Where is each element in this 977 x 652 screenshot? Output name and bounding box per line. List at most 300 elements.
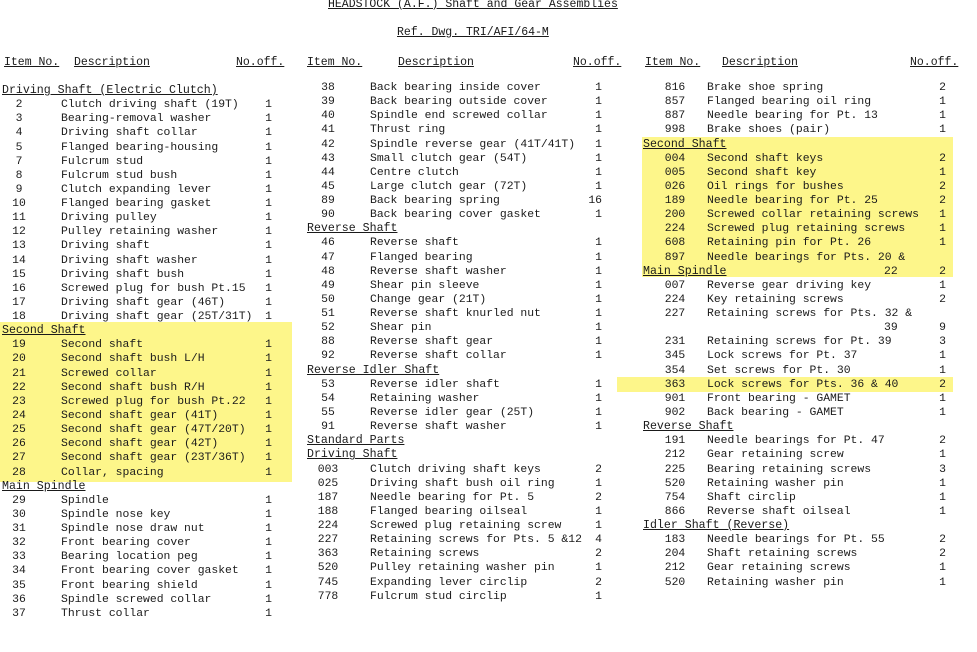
parts-row xyxy=(0,293,977,307)
item-number: 52 xyxy=(321,322,335,335)
item-number: 23 xyxy=(12,395,26,408)
item-number: 18 xyxy=(12,311,26,324)
item-description: Shaft retaining screws xyxy=(707,548,858,561)
parts-row xyxy=(0,123,977,137)
col3-header-qty: No.off. xyxy=(910,56,959,69)
item-description: Needle bearings for Pt. 55 xyxy=(707,534,885,547)
item-description: Back bearing - GAMET xyxy=(707,406,844,419)
item-quantity: 1 xyxy=(595,110,602,123)
item-description: Second shaft xyxy=(61,339,144,352)
item-number: 12 xyxy=(12,226,26,239)
item-quantity: 16 xyxy=(588,195,602,208)
item-description: Gear retaining screws xyxy=(707,562,851,575)
item-number: 24 xyxy=(12,409,26,422)
item-description: Shear pin sleeve xyxy=(370,279,480,292)
item-quantity: 1 xyxy=(595,251,602,264)
parts-row xyxy=(0,607,977,621)
item-number: 54 xyxy=(321,392,335,405)
item-number: 16 xyxy=(12,282,26,295)
item-quantity: 1 xyxy=(265,593,272,606)
item-number: 901 xyxy=(664,392,686,405)
item-description: Driving shaft gear (46T) xyxy=(61,296,226,309)
item-description: Reverse shaft oilseal xyxy=(707,505,851,518)
item-quantity: 1 xyxy=(595,350,602,363)
item-number: 10 xyxy=(12,198,26,211)
item-quantity: 1 xyxy=(595,293,602,306)
item-number: 212 xyxy=(664,449,686,462)
section-heading: Reverse Idler Shaft xyxy=(307,363,440,377)
item-number: 8 xyxy=(15,169,23,182)
item-quantity: 2 xyxy=(939,195,946,208)
item-description: Brake shoes (pair) xyxy=(707,124,831,137)
item-quantity: 1 xyxy=(265,607,272,620)
item-description: Front bearing shield xyxy=(61,579,198,592)
item-quantity: 1 xyxy=(265,183,272,196)
item-number: 55 xyxy=(321,406,335,419)
item-number: 47 xyxy=(321,251,335,264)
item-quantity: 2 xyxy=(939,82,946,94)
item-description: Second shaft bush R/H xyxy=(61,381,205,394)
parts-row xyxy=(0,251,977,265)
item-number: 003 xyxy=(317,463,339,476)
parts-row xyxy=(0,152,977,166)
item-description: Spindle reverse gear (41T/41T) xyxy=(370,138,576,151)
item-quantity: 1 xyxy=(939,449,946,462)
item-number: 212 xyxy=(664,562,686,575)
item-description: Flanged bearing gasket xyxy=(61,198,212,211)
item-number: 49 xyxy=(321,279,335,292)
item-number: 89 xyxy=(321,195,335,208)
item-number: 29 xyxy=(12,494,26,507)
item-description: Clutch driving shaft (19T) xyxy=(61,99,239,112)
item-description: Spindle nose draw nut xyxy=(61,523,205,536)
item-number: 41 xyxy=(321,124,335,137)
item-quantity: 3 xyxy=(939,463,946,476)
parts-row xyxy=(0,576,977,590)
item-number: 9 xyxy=(15,183,23,196)
parts-row xyxy=(0,265,977,279)
section-heading: Driving Shaft (Electric Clutch) xyxy=(2,84,218,97)
item-number: 520 xyxy=(664,576,686,589)
item-quantity: 2 xyxy=(595,548,602,561)
col2-header-qty: No.off. xyxy=(573,56,622,69)
item-description: Spindle screwed collar xyxy=(61,593,212,606)
item-description: Retaining washer xyxy=(370,392,480,405)
item-description: Screwed plug for bush Pt.15 xyxy=(61,282,246,295)
item-number: 26 xyxy=(12,438,26,451)
item-number: 754 xyxy=(664,491,686,504)
item-quantity: 1 xyxy=(265,395,272,408)
item-description: Flanged bearing oilseal xyxy=(370,505,528,518)
item-description: Gear retaining screw xyxy=(707,449,844,462)
parts-row xyxy=(0,505,977,519)
parts-row xyxy=(0,208,977,222)
parts-row xyxy=(0,180,977,194)
parts-row xyxy=(0,349,977,363)
item-quantity: 2 xyxy=(939,180,946,193)
item-number: 354 xyxy=(664,364,686,377)
item-description: Small clutch gear (54T) xyxy=(370,152,528,165)
item-number: 33 xyxy=(12,551,26,564)
item-quantity: 1 xyxy=(939,364,946,377)
item-number: 998 xyxy=(664,124,686,137)
item-number: 44 xyxy=(321,166,335,179)
drawing-reference: Ref. Dwg. TRI/AFI/64-M xyxy=(397,26,549,39)
item-quantity: 1 xyxy=(265,254,272,267)
item-number: 32 xyxy=(12,537,26,550)
item-description: Needle bearings for Pt. 47 xyxy=(707,435,885,448)
item-number: 53 xyxy=(321,378,335,391)
item-quantity: 1 xyxy=(595,406,602,419)
item-quantity: 1 xyxy=(265,141,272,154)
item-quantity: 1 xyxy=(595,279,602,292)
parts-row xyxy=(0,95,977,109)
item-quantity: 1 xyxy=(265,282,272,295)
item-description: Driving shaft washer xyxy=(61,254,198,267)
item-description: Second shaft bush L/H xyxy=(61,353,205,366)
item-description: Reverse shaft xyxy=(370,237,459,250)
item-number: 19 xyxy=(12,339,26,352)
item-number: 28 xyxy=(12,466,26,479)
parts-row xyxy=(0,138,977,152)
item-number: 225 xyxy=(664,463,686,476)
item-quantity: 1 xyxy=(595,96,602,109)
item-description: Retaining pin for Pt. 26 xyxy=(707,237,872,250)
item-number: 15 xyxy=(12,268,26,281)
item-quantity: 1 xyxy=(265,311,272,324)
item-number: 608 xyxy=(664,237,686,250)
item-description: Retaining screws xyxy=(370,548,480,561)
item-quantity: 1 xyxy=(595,505,602,518)
item-description: Back bearing outside cover xyxy=(370,96,548,109)
item-description: Bearing retaining screws xyxy=(707,463,872,476)
item-quantity: 1 xyxy=(595,166,602,179)
item-number: 25 xyxy=(12,424,26,437)
parts-row xyxy=(0,406,977,420)
item-number: 38 xyxy=(321,82,335,94)
item-description: Driving shaft gear (25T/31T) xyxy=(61,311,253,324)
item-number: 188 xyxy=(317,505,339,518)
item-quantity: 1 xyxy=(595,308,602,321)
item-description: Shaft circlip xyxy=(707,491,796,504)
item-number: 866 xyxy=(664,505,686,518)
item-number: 004 xyxy=(664,152,686,165)
item-quantity: 1 xyxy=(265,438,272,451)
item-description: Lock screws for Pt. 37 xyxy=(707,350,858,363)
item-quantity: 1 xyxy=(595,421,602,434)
item-number: 50 xyxy=(321,293,335,306)
item-number: 224 xyxy=(664,223,686,236)
item-quantity: 1 xyxy=(595,477,602,490)
document-title: HEADSTOCK (A.F.) Shaft and Gear Assemblies xyxy=(328,0,618,11)
section-heading: Idler Shaft (Reverse) xyxy=(643,519,790,533)
item-description: Lock screws for Pts. 36 & 40 xyxy=(707,378,899,391)
item-number: 11 xyxy=(12,212,26,225)
item-number: 88 xyxy=(321,336,335,349)
item-quantity: 1 xyxy=(595,336,602,349)
item-quantity: 1 xyxy=(265,551,272,564)
item-number: 27 xyxy=(12,452,26,465)
item-description: Screwed plug retaining screw xyxy=(370,520,562,533)
item-quantity: 1 xyxy=(595,152,602,165)
item-description: Oil rings for bushes xyxy=(707,180,844,193)
section-heading: Standard Parts xyxy=(307,434,405,448)
parts-row xyxy=(0,491,977,505)
item-description: Thrust ring xyxy=(370,124,446,137)
item-description: Driving shaft collar xyxy=(61,127,198,140)
item-description: Retaining screws for Pts. 32 & xyxy=(707,308,913,321)
col3-header-item: Item No. xyxy=(645,56,701,69)
item-number: 20 xyxy=(12,353,26,366)
item-number: 363 xyxy=(664,378,686,391)
item-description: Reverse shaft knurled nut xyxy=(370,308,541,321)
item-description: Fulcrum stud bush xyxy=(61,169,178,182)
item-number: 92 xyxy=(321,350,335,363)
item-description: Pulley retaining washer xyxy=(61,226,219,239)
item-description: Spindle xyxy=(61,494,109,507)
item-quantity: 1 xyxy=(595,180,602,193)
item-description: Retaining screws for Pt. 39 xyxy=(707,336,892,349)
item-quantity: 4 xyxy=(595,534,602,547)
item-number: 51 xyxy=(321,308,335,321)
item-number: 026 xyxy=(664,180,686,193)
item-number: 191 xyxy=(664,435,686,448)
item-description: Flanged bearing-housing xyxy=(61,141,219,154)
item-quantity: 1 xyxy=(939,209,946,222)
item-quantity: 1 xyxy=(939,562,946,575)
item-description: Driving pulley xyxy=(61,212,157,225)
item-quantity: 1 xyxy=(265,339,272,352)
parts-row xyxy=(0,364,977,378)
item-quantity: 1 xyxy=(939,491,946,504)
item-description: Clutch driving shaft keys xyxy=(370,463,541,476)
item-quantity: 2 xyxy=(939,265,946,278)
item-quantity: 1 xyxy=(265,409,272,422)
col1-header-qty: No.off. xyxy=(236,56,285,69)
item-quantity: 1 xyxy=(265,523,272,536)
item-quantity: 2 xyxy=(939,435,946,448)
item-number: 39 xyxy=(321,96,335,109)
item-description: Centre clutch xyxy=(370,166,459,179)
item-number: 90 xyxy=(321,209,335,222)
item-number: 91 xyxy=(321,421,335,434)
item-description: Needle bearings for Pts. 20 & xyxy=(707,251,906,264)
item-number: 48 xyxy=(321,265,335,278)
item-description: Spindle nose key xyxy=(61,508,171,521)
item-description: Spindle end screwed collar xyxy=(370,110,548,123)
item-quantity: 1 xyxy=(939,576,946,589)
item-description: Collar, spacing xyxy=(61,466,164,479)
item-description: Shear pin xyxy=(370,322,432,335)
item-quantity: 1 xyxy=(939,237,946,250)
parts-row xyxy=(0,477,977,491)
section-heading: Reverse Shaft xyxy=(307,222,398,236)
item-description: Second shaft key xyxy=(707,166,817,179)
item-quantity: 2 xyxy=(595,463,602,476)
item-description: Needle bearing for Pt. 25 xyxy=(707,195,878,208)
parts-row xyxy=(0,279,977,293)
item-quantity: 2 xyxy=(939,152,946,165)
item-number: 46 xyxy=(321,237,335,250)
item-quantity: 1 xyxy=(939,350,946,363)
col3-header-description: Description xyxy=(722,56,798,69)
item-quantity: 1 xyxy=(595,209,602,222)
parts-row xyxy=(0,547,977,561)
item-number: 005 xyxy=(664,166,686,179)
item-number: 21 xyxy=(12,367,26,380)
item-number: 13 xyxy=(12,240,26,253)
item-number: 14 xyxy=(12,254,26,267)
parts-row xyxy=(0,109,977,123)
item-description: Screwed plug for bush Pt.22 xyxy=(61,395,246,408)
item-number: 183 xyxy=(664,534,686,547)
section-heading: Reverse Shaft xyxy=(643,420,734,434)
item-description: Front bearing cover xyxy=(61,537,191,550)
parts-row xyxy=(0,434,977,448)
item-description: Back bearing spring xyxy=(370,195,500,208)
item-description: Reverse idler shaft xyxy=(370,378,500,391)
item-number: 17 xyxy=(12,296,26,309)
item-quantity: 1 xyxy=(265,296,272,309)
item-quantity: 1 xyxy=(939,166,946,179)
item-number: 40 xyxy=(321,110,335,123)
item-quantity: 1 xyxy=(595,590,602,603)
item-quantity: 1 xyxy=(595,82,602,94)
item-description: Driving shaft bush xyxy=(61,268,185,281)
item-description: Retaining screws for Pts. 5 &12 xyxy=(370,534,582,547)
parts-row xyxy=(0,420,977,434)
item-description: Fulcrum stud circlip xyxy=(370,590,507,603)
item-description: Reverse shaft washer xyxy=(370,265,507,278)
item-number: 200 xyxy=(664,209,686,222)
parts-row xyxy=(0,392,977,406)
item-quantity: 1 xyxy=(939,392,946,405)
item-quantity: 1 xyxy=(595,124,602,137)
item-description: Retaining washer pin xyxy=(707,576,844,589)
item-quantity: 1 xyxy=(265,565,272,578)
section-heading: Main Spindle xyxy=(2,479,86,493)
item-number: 189 xyxy=(664,195,686,208)
item-number: 227 xyxy=(317,534,339,547)
item-number: 520 xyxy=(317,562,339,575)
item-quantity: 2 xyxy=(939,378,946,391)
parts-row xyxy=(0,166,977,180)
parts-row xyxy=(0,561,977,575)
item-number: 36 xyxy=(12,593,26,606)
parts-row xyxy=(0,519,977,533)
item-number: 31 xyxy=(12,523,26,536)
item-description: Change gear (21T) xyxy=(370,293,487,306)
item-quantity: 1 xyxy=(595,237,602,250)
parts-row xyxy=(0,463,977,477)
item-number: 3 xyxy=(15,113,23,126)
section-heading: Driving Shaft xyxy=(307,448,398,462)
item-number: 7 xyxy=(15,155,23,168)
item-quantity: 1 xyxy=(939,96,946,109)
item-quantity: 1 xyxy=(265,212,272,225)
item-quantity: 1 xyxy=(265,494,272,507)
item-number: 34 xyxy=(12,565,26,578)
parts-row xyxy=(0,378,977,392)
item-quantity: 1 xyxy=(265,155,272,168)
item-description: Large clutch gear (72T) xyxy=(370,180,528,193)
item-description: Reverse shaft gear xyxy=(370,336,494,349)
item-description: Bearing location peg xyxy=(61,551,198,564)
col2-header-description: Description xyxy=(398,56,474,69)
item-quantity: 1 xyxy=(595,392,602,405)
item-number: 007 xyxy=(664,279,686,292)
item-quantity: 1 xyxy=(939,477,946,490)
item-description: Bearing-removal washer xyxy=(61,113,212,126)
item-description: Second shaft keys xyxy=(707,152,824,165)
parts-row xyxy=(0,533,977,547)
item-description: Second shaft gear (23T/36T) xyxy=(61,452,246,465)
item-description: Reverse shaft washer xyxy=(370,421,507,434)
item-number: 345 xyxy=(664,350,686,363)
item-description: Second shaft gear (41T) xyxy=(61,409,219,422)
item-description: Set screws for Pt. 30 xyxy=(707,364,851,377)
item-quantity: 1 xyxy=(265,466,272,479)
item-description: Flanged bearing xyxy=(370,251,473,264)
item-quantity: 1 xyxy=(265,99,272,112)
item-quantity: 1 xyxy=(595,562,602,575)
item-number: 887 xyxy=(664,110,686,123)
item-quantity: 1 xyxy=(595,138,602,151)
item-quantity: 2 xyxy=(939,534,946,547)
item-description: Needle bearing for Pt. 13 xyxy=(707,110,878,123)
item-description: Flanged bearing oil ring xyxy=(707,96,872,109)
item-quantity: 1 xyxy=(265,113,272,126)
item-number: 187 xyxy=(317,491,339,504)
item-description: Key retaining screws xyxy=(707,293,844,306)
col1-header-item: Item No. xyxy=(4,56,60,69)
item-number: 227 xyxy=(664,308,686,321)
item-quantity: 2 xyxy=(939,293,946,306)
parts-row xyxy=(0,236,977,250)
item-number: 2 xyxy=(15,99,23,112)
parts-row xyxy=(0,307,977,321)
item-quantity: 1 xyxy=(265,424,272,437)
col1-header-description: Description xyxy=(74,56,150,69)
item-quantity: 1 xyxy=(595,265,602,278)
item-description: Screwed plug retaining screws xyxy=(707,223,906,236)
item-quantity: 1 xyxy=(265,367,272,380)
item-quantity: 2 xyxy=(595,491,602,504)
item-quantity: 1 xyxy=(939,124,946,137)
item-number: 025 xyxy=(317,477,339,490)
parts-row xyxy=(0,590,977,604)
item-description: Clutch expanding lever xyxy=(61,183,212,196)
item-description: Reverse idler gear (25T) xyxy=(370,406,535,419)
item-number: 43 xyxy=(321,152,335,165)
item-number: 204 xyxy=(664,548,686,561)
item-number: 30 xyxy=(12,508,26,521)
item-number: 4 xyxy=(15,127,23,140)
item-description: Screwed collar retaining screws xyxy=(707,209,919,222)
item-description: Driving shaft xyxy=(61,240,150,253)
item-description: Driving shaft bush oil ring xyxy=(370,477,555,490)
item-quantity: 9 xyxy=(939,322,946,335)
item-quantity: 1 xyxy=(595,322,602,335)
item-number: 857 xyxy=(664,96,686,109)
item-quantity: 1 xyxy=(265,353,272,366)
parts-row xyxy=(0,222,977,236)
item-description: Front bearing cover gasket xyxy=(61,565,239,578)
item-number: 45 xyxy=(321,180,335,193)
parts-row xyxy=(0,448,977,462)
section-heading: Second Shaft xyxy=(643,137,727,151)
item-description: Expanding lever circlip xyxy=(370,576,528,589)
